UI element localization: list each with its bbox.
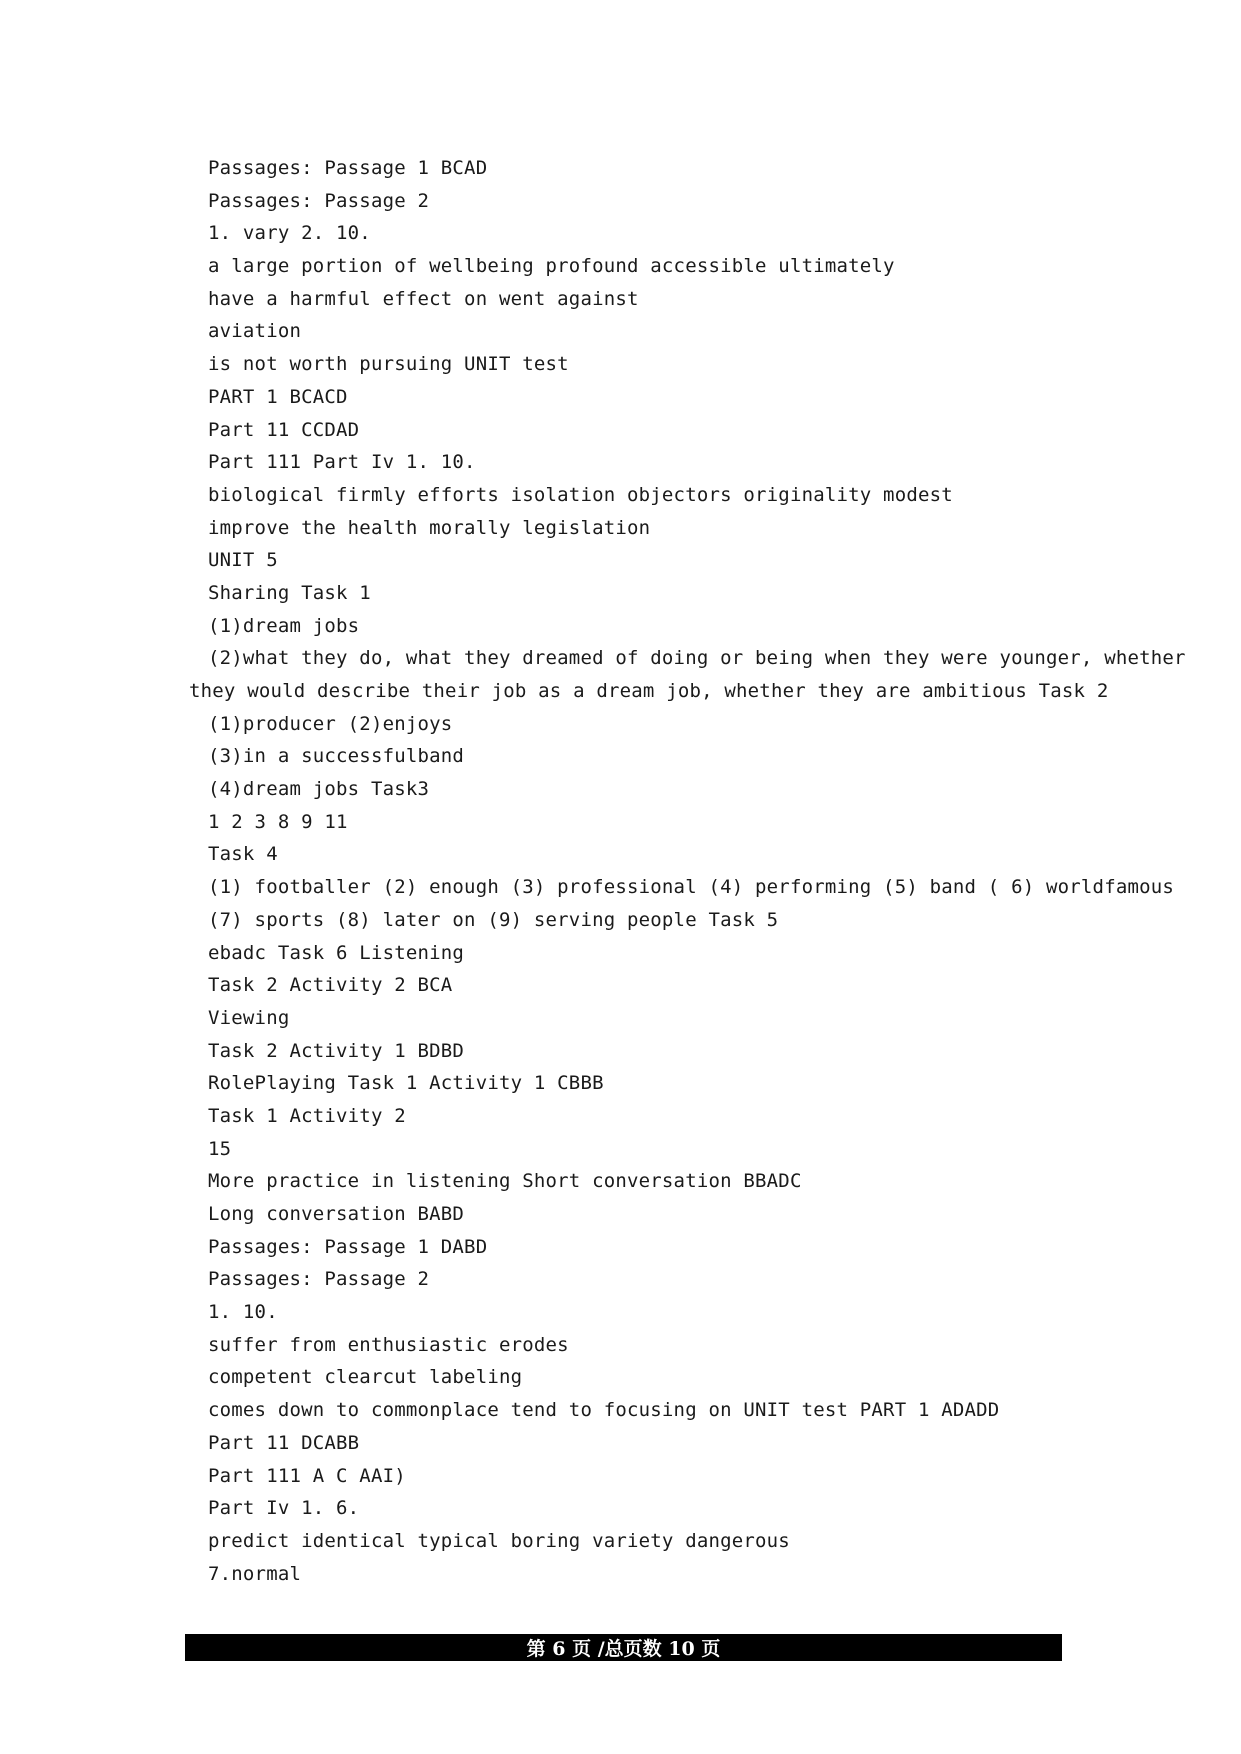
text-line: Passages: Passage 2: [208, 1268, 430, 1291]
text-line: 1. 10.: [208, 1301, 278, 1324]
text-line: Viewing: [208, 1006, 290, 1029]
page-footer-bar: [185, 1634, 1062, 1661]
text-line: Part 11 DCABB: [208, 1431, 360, 1454]
text-line: Part 111 A C AAI): [208, 1464, 406, 1487]
text-line: Task 4: [208, 843, 278, 866]
text-line: biological firmly efforts isolation objectors originality modest: [208, 483, 953, 506]
text-line: have a harmful effect on went against: [208, 287, 639, 310]
text-line: More practice in listening Short conversation BBADC: [208, 1170, 802, 1193]
text-line: (1)dream jobs: [208, 614, 360, 637]
text-line: they would describe their job as a dream job, whether they are ambitious Task 2: [189, 680, 1109, 702]
text-line: aviation: [208, 320, 302, 343]
text-line: Part 111 Part Iv 1. 10.: [208, 451, 476, 474]
text-line: 1. vary 2. 10.: [208, 222, 371, 245]
text-line: Task 2 Activity 2 BCA: [208, 974, 453, 997]
text-line: UNIT 5: [208, 549, 278, 572]
text-line: (7) sports (8) later on (9) serving people Task 5: [208, 908, 779, 931]
text-line: RolePlaying Task 1 Activity 1 CBBB: [208, 1072, 604, 1095]
text-line: is not worth pursuing UNIT test: [208, 353, 569, 376]
text-line: (3)in a successfulband: [208, 745, 465, 768]
text-line: a large portion of wellbeing profound accessible ultimately: [208, 255, 895, 278]
text-line: Long conversation BABD: [208, 1203, 465, 1225]
text-line: predict identical typical boring variety dangerous: [208, 1529, 790, 1552]
text-line: Passages: Passage 1 DABD: [208, 1235, 488, 1258]
text-line: 1 2 3 8 9 11: [208, 810, 348, 833]
text-line: Part 11 CCDAD: [208, 418, 360, 441]
text-line: comes down to commonplace tend to focusing on UNIT test PART 1 ADADD: [208, 1399, 1000, 1422]
text-line: (4)dream jobs Task3: [208, 778, 430, 801]
text-line: 7.normal: [208, 1562, 302, 1585]
text-line: suffer from enthusiastic erodes: [208, 1333, 569, 1356]
text-line: Part Iv 1. 6.: [208, 1497, 360, 1520]
page-number-label: 第 6 页 /总页数 10 页: [526, 1638, 721, 1660]
text-line: PART 1 BCACD: [208, 385, 348, 408]
text-line: improve the health morally legislation: [208, 516, 651, 539]
text-line: Sharing Task 1: [208, 581, 371, 604]
text-line: (1) footballer (2) enough (3) professional (4) performing (5) band ( 6) worldfamous: [208, 876, 1175, 899]
text-line: 15: [208, 1137, 232, 1160]
text-line: Passages: Passage 1 BCAD: [208, 157, 488, 179]
text-line: competent clearcut labeling: [208, 1366, 523, 1389]
text-line: Task 1 Activity 2: [208, 1104, 406, 1127]
answer-key-text: [189, 152, 1186, 1590]
text-line: Task 2 Activity 1 BDBD: [208, 1039, 465, 1062]
text-line: (2)what they do, what they dreamed of doing or being when they were younger, whether: [208, 647, 1186, 670]
text-line: (1)producer (2)enjoys: [208, 712, 453, 735]
text-line: ebadc Task 6 Listening: [208, 941, 465, 964]
text-line: Passages: Passage 2: [208, 189, 430, 212]
